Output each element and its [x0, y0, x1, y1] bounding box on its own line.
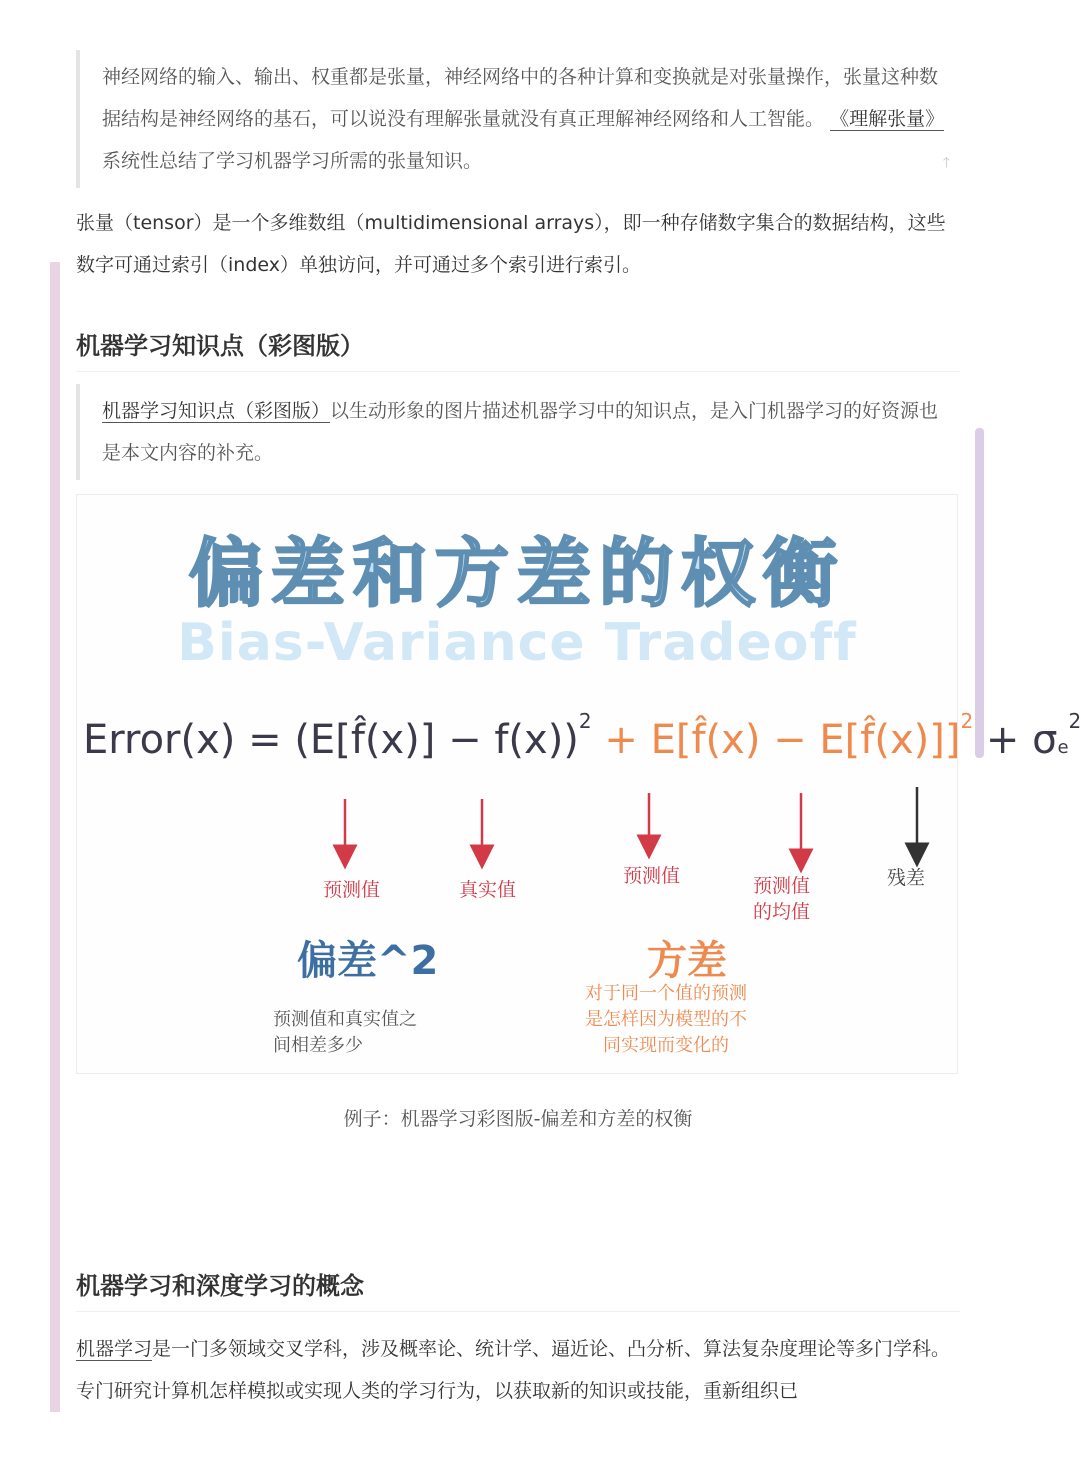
bias-desc-line1: 预测值和真实值之 [273, 1009, 417, 1030]
formula-square-3: 2 [1068, 709, 1081, 733]
formula-bias-term: Error(x) = (E[f̂(x)] − f(x)) [83, 717, 579, 763]
var-desc-line3: 同实现而变化的 [603, 1035, 729, 1056]
label-pred-mean-line1: 预测值 [753, 875, 811, 897]
formula-subscript: e [1057, 737, 1069, 758]
variance-title: 方差 [647, 938, 727, 984]
quote-text-after: 系统性总结了学习机器学习所需的张量知识。 [102, 150, 483, 172]
bias-variance-figure [76, 494, 1081, 1074]
arrow-up-icon[interactable]: 🡑 [942, 155, 950, 171]
label-residual: 残差 [887, 867, 926, 889]
var-desc-line2: 是怎样因为模型的不 [585, 1009, 747, 1030]
figure-title: 偏差和方差的权衡 [189, 531, 845, 617]
figure-caption: 例子：机器学习彩图版-偏差和方差的权衡 [343, 1108, 693, 1130]
formula-square-2: 2 [960, 709, 974, 733]
tensor-paragraph: 张量（tensor）是一个多维数组（multidimensional arrays），即一种存储数字集合的数据结构，这些数字可通过索引（index）单独访问，并可通过多个索引进行索引。 [76, 212, 946, 276]
ml-definition-text: 是一门多领域交叉学科，涉及概率论、统计学、逼近论、凸分析、算法复杂度理论等多门学科。专门研究计算机怎样模拟或实现人类的学习行为，以获取新的知识或技能，重新组织已 [76, 1338, 951, 1402]
blockquote-tensor [76, 50, 964, 188]
label-pred-mean-line2: 的均值 [753, 901, 811, 923]
formula-variance-term: + E[f̂(x) − E[f̂(x)]] [591, 717, 961, 763]
section-heading-ml-dl-concepts: 机器学习和深度学习的概念 [76, 1266, 960, 1312]
var-desc-line1: 对于同一个值的预测 [585, 983, 747, 1004]
quote-text: 神经网络的输入、输出、权重都是张量，神经网络中的各种计算和变换就是对张量操作，张量这种数据结构是神经网络的基石，可以说没有理解张量就没有真正理解神经网络和人工智能。 [102, 66, 939, 130]
understand-tensor-link[interactable]: 《理解张量》 [830, 108, 945, 130]
left-accent-bar [50, 262, 60, 1412]
bias-description [273, 1007, 417, 1059]
ml-illustrated-link[interactable]: 机器学习知识点（彩图版） [102, 400, 331, 422]
label-true-value: 真实值 [459, 879, 517, 901]
blockquote-ml-illustrated [76, 384, 964, 480]
figure-subtitle: Bias-Variance Tradeoff [177, 613, 857, 673]
bias-squared-title: 偏差^2 [297, 938, 439, 984]
bias-desc-line2: 间相差多少 [273, 1035, 363, 1056]
variance-description [585, 981, 747, 1059]
ml-definition-paragraph [76, 1328, 960, 1412]
quote-text-after: 以生动形象的图片描述机器学习中的知识点，是入门机器学习的好资源也是本文内容的补充。 [102, 400, 939, 464]
formula-square-1: 2 [578, 709, 592, 733]
label-predicted-value: 预测值 [323, 879, 381, 901]
scrollbar-thumb[interactable] [975, 428, 984, 758]
machine-learning-link[interactable]: 机器学习 [76, 1338, 153, 1360]
section-heading-ml-illustrated: 机器学习知识点（彩图版） [76, 326, 960, 372]
figure-arrows [77, 495, 957, 1073]
formula-noise-term: + σ [973, 717, 1058, 763]
label-predicted-value-2: 预测值 [623, 865, 681, 887]
